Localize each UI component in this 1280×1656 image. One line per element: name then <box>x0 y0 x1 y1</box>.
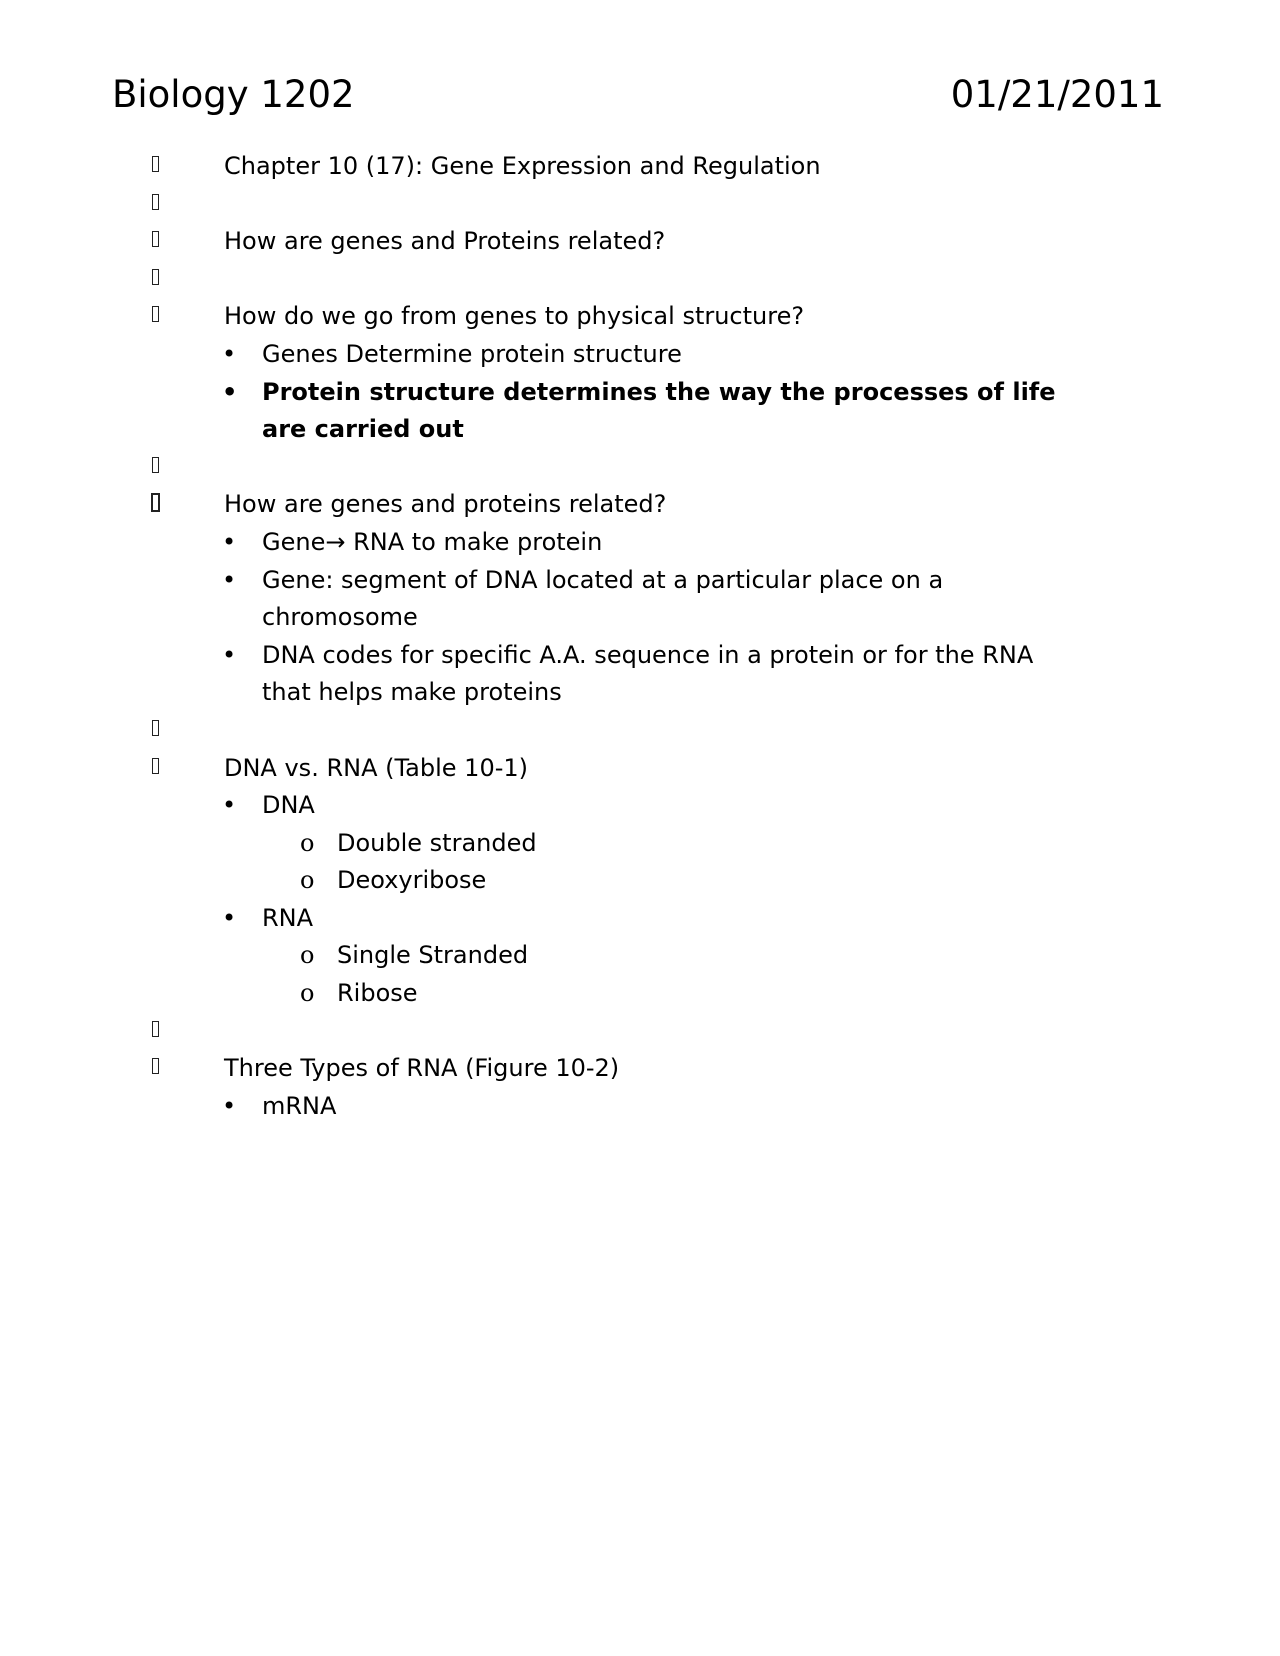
notes-body <box>0 148 1280 1125</box>
bullet-text: DNA codes for specific A.A. sequence in a protein or for the RNA <box>262 640 1034 669</box>
missing-glyph-icon <box>148 186 162 224</box>
bullet-row <box>0 637 1280 675</box>
bullet-icon: • <box>222 791 237 820</box>
bullet-row <box>0 524 1280 562</box>
bullet-text: Gene: segment of DNA located at a particular place on a <box>262 565 944 594</box>
bullet-row <box>0 1088 1280 1126</box>
bullet-continuation-row <box>0 674 1280 712</box>
bullet-row <box>0 787 1280 825</box>
chapter-heading: Chapter 10 (17): Gene Expression and Regulation <box>224 152 821 180</box>
note-row <box>0 750 1280 788</box>
missing-glyph-icon <box>148 298 162 336</box>
sub-bullet-text: Deoxyribose <box>337 866 487 895</box>
sub-bullet-text: Single Stranded <box>337 941 529 970</box>
question-text: How are genes and proteins related? <box>224 490 667 519</box>
note-row-empty <box>0 1013 1280 1051</box>
bullet-icon: • <box>222 377 238 406</box>
note-row-empty <box>0 186 1280 224</box>
missing-glyph-icon <box>148 261 162 299</box>
sub-bullet-icon: o <box>300 941 315 970</box>
bullet-text: RNA <box>262 903 314 932</box>
sub-bullet-row <box>0 825 1280 863</box>
bullet-text: mRNA <box>262 1091 337 1120</box>
bullet-continuation-row <box>0 599 1280 637</box>
note-row <box>0 486 1280 524</box>
sub-bullet-row <box>0 862 1280 900</box>
missing-glyph-icon <box>148 750 162 788</box>
missing-glyph-icon <box>148 449 162 487</box>
note-row-empty <box>0 712 1280 750</box>
bullet-row <box>0 374 1280 412</box>
note-row <box>0 298 1280 336</box>
sub-bullet-icon: o <box>300 828 315 857</box>
bullet-text: that helps make proteins <box>262 678 562 707</box>
sub-bullet-row <box>0 975 1280 1013</box>
bullet-icon: • <box>222 527 237 556</box>
bullet-continuation-row <box>0 411 1280 449</box>
note-row <box>0 223 1280 261</box>
bullet-text-bold: are carried out <box>262 415 464 444</box>
page-title: Biology 1202 <box>112 73 355 116</box>
bullet-icon: • <box>222 640 237 669</box>
note-row <box>0 148 1280 186</box>
note-row <box>0 1050 1280 1088</box>
bullet-text: Gene→ RNA to make protein <box>262 527 603 556</box>
bullet-icon: • <box>222 903 237 932</box>
missing-glyph-icon <box>148 486 162 524</box>
missing-glyph-icon <box>148 148 162 186</box>
bullet-text: Genes Determine protein structure <box>262 339 682 368</box>
sub-bullet-icon: o <box>300 979 315 1008</box>
bullet-icon: • <box>222 1091 237 1120</box>
bullet-row <box>0 336 1280 374</box>
bullet-row <box>0 900 1280 938</box>
note-row-empty <box>0 449 1280 487</box>
section-heading: DNA vs. RNA (Table 10-1) <box>224 753 529 782</box>
sub-bullet-icon: o <box>300 866 315 895</box>
missing-glyph-icon <box>148 712 162 750</box>
bullet-text-bold: Protein structure determines the way the processes of life <box>262 377 1056 406</box>
question-text: How are genes and Proteins related? <box>224 227 666 256</box>
date-label: 01/21/2011 <box>950 73 1164 116</box>
bullet-icon: • <box>222 339 237 368</box>
missing-glyph-icon <box>148 1013 162 1051</box>
bullet-row <box>0 562 1280 600</box>
missing-glyph-icon <box>148 1050 162 1088</box>
bullet-text: DNA <box>262 791 315 820</box>
bullet-text: chromosome <box>262 603 418 632</box>
bullet-icon: • <box>222 565 237 594</box>
sub-bullet-row <box>0 937 1280 975</box>
note-row-empty <box>0 261 1280 299</box>
missing-glyph-icon <box>148 223 162 261</box>
question-text: How do we go from genes to physical structure? <box>224 302 805 331</box>
sub-bullet-text: Ribose <box>337 979 418 1008</box>
sub-bullet-text: Double stranded <box>337 828 537 857</box>
section-heading: Three Types of RNA (Figure 10-2) <box>224 1054 620 1083</box>
